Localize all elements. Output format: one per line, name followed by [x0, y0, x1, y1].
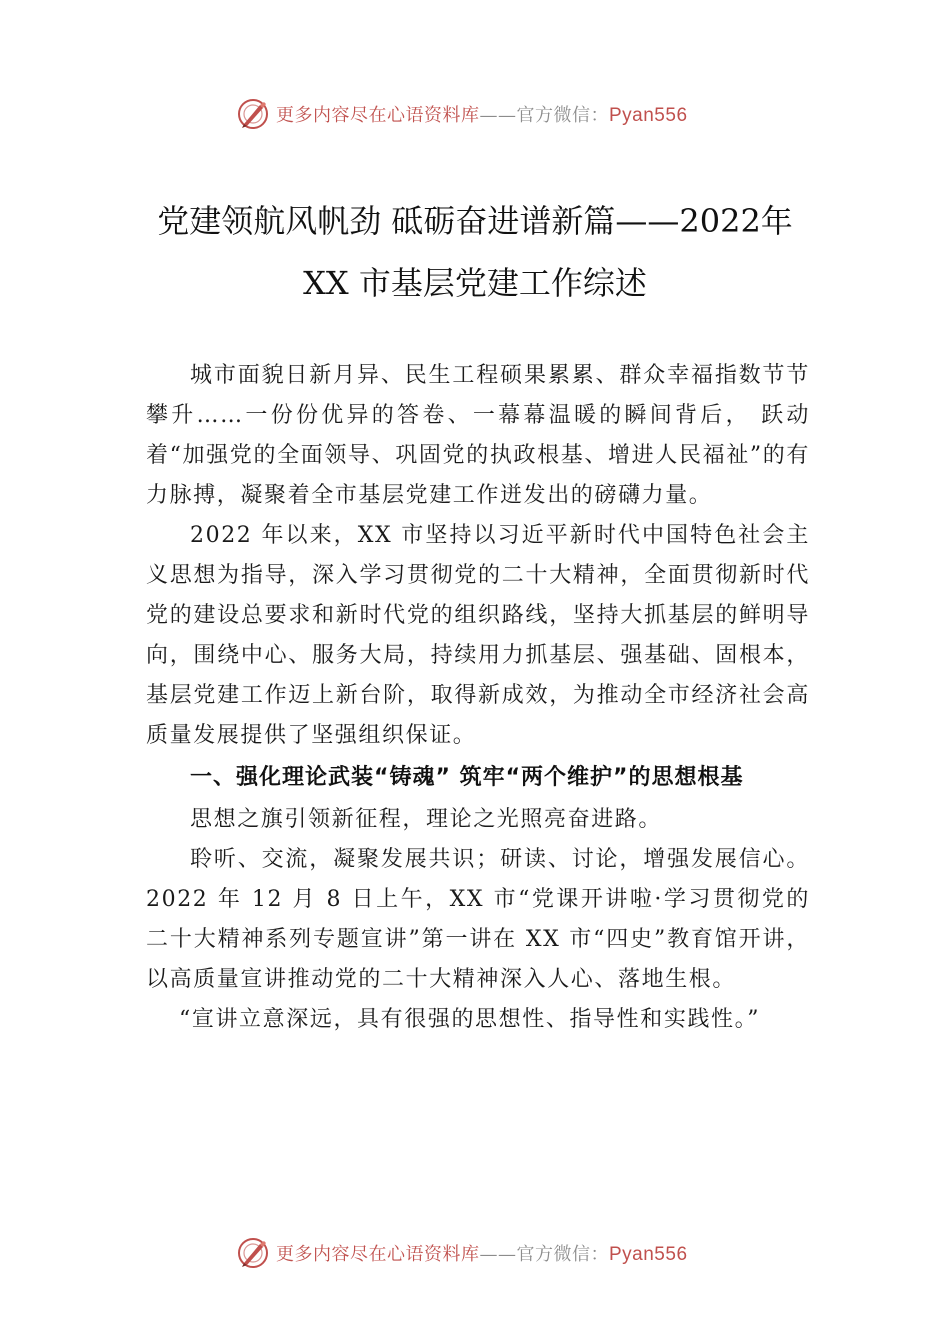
- banner-dash: ——: [479, 1244, 517, 1265]
- banner-wechat-id: Pyan556: [609, 1244, 688, 1265]
- header-banner[interactable]: [236, 94, 736, 134]
- intro-paragraph-1: 城市面貌日新月异、民生工程硕果累累、群众幸福指数节节攀升……一份份优异的答卷、一幕幕温暖的瞬间背后， 跃动着“加强党的全面领导、巩固党的执政根基、增进人民福祉”的有力脉搏，凝聚着全市基层党建工作迸发出的磅礴力量。: [146, 363, 810, 508]
- footer-banner[interactable]: [236, 1233, 736, 1273]
- banner-site-name: 更多内容尽在心语资料库: [276, 1244, 480, 1265]
- document-body: [146, 356, 810, 1040]
- document-title: 党建领航风帆劲 砥砺奋进谱新篇——2022年 XX 市基层党建工作综述: [157, 202, 793, 302]
- pen-quill-logo-icon: [236, 1236, 270, 1270]
- intro-paragraph-2: 2022 年以来，XX 市坚持以习近平新时代中国特色社会主义思想为指导，深入学习贯彻党的二十大精神，全面贯彻新时代党的建设总要求和新时代党的组织路线，坚持大抓基层的鲜明导向，围绕中心、服务大局，持续用力抓基层、强基础、固根本，基层党建工作迈上新台阶，取得新成效，为推动全市经济社会高质量发展提供了坚强组织保证。: [146, 523, 810, 748]
- section-1-paragraph-3: “宣讲立意深远，具有很强的思想性、指导性和实践性。”: [179, 1007, 761, 1032]
- section-heading-1: 一、强化理论武装“铸魂” 筑牢“两个维护”的思想根基: [190, 765, 744, 790]
- banner-dash: ——: [479, 105, 517, 126]
- header-banner-text: [276, 101, 688, 127]
- banner-wechat-id: Pyan556: [609, 105, 688, 126]
- section-1-paragraph-1: 思想之旗引领新征程，理论之光照亮奋进路。: [190, 807, 663, 832]
- banner-site-name: 更多内容尽在心语资料库: [276, 105, 480, 126]
- banner-wechat-label: 官方微信：: [516, 1244, 609, 1265]
- pen-quill-logo-icon: [236, 97, 270, 131]
- footer-banner-text: [276, 1240, 688, 1266]
- banner-wechat-label: 官方微信：: [516, 105, 609, 126]
- section-1-paragraph-2: 聆听、交流，凝聚发展共识；研读、讨论，增强发展信心。2022 年 12 月 8 日上午，XX 市“党课开讲啦·学习贯彻党的二十大精神系列专题宣讲”第一讲在 XX 市“四史”教育馆开讲，以高质量宣讲推动党的二十大精神深入人心、落地生根。: [146, 847, 810, 992]
